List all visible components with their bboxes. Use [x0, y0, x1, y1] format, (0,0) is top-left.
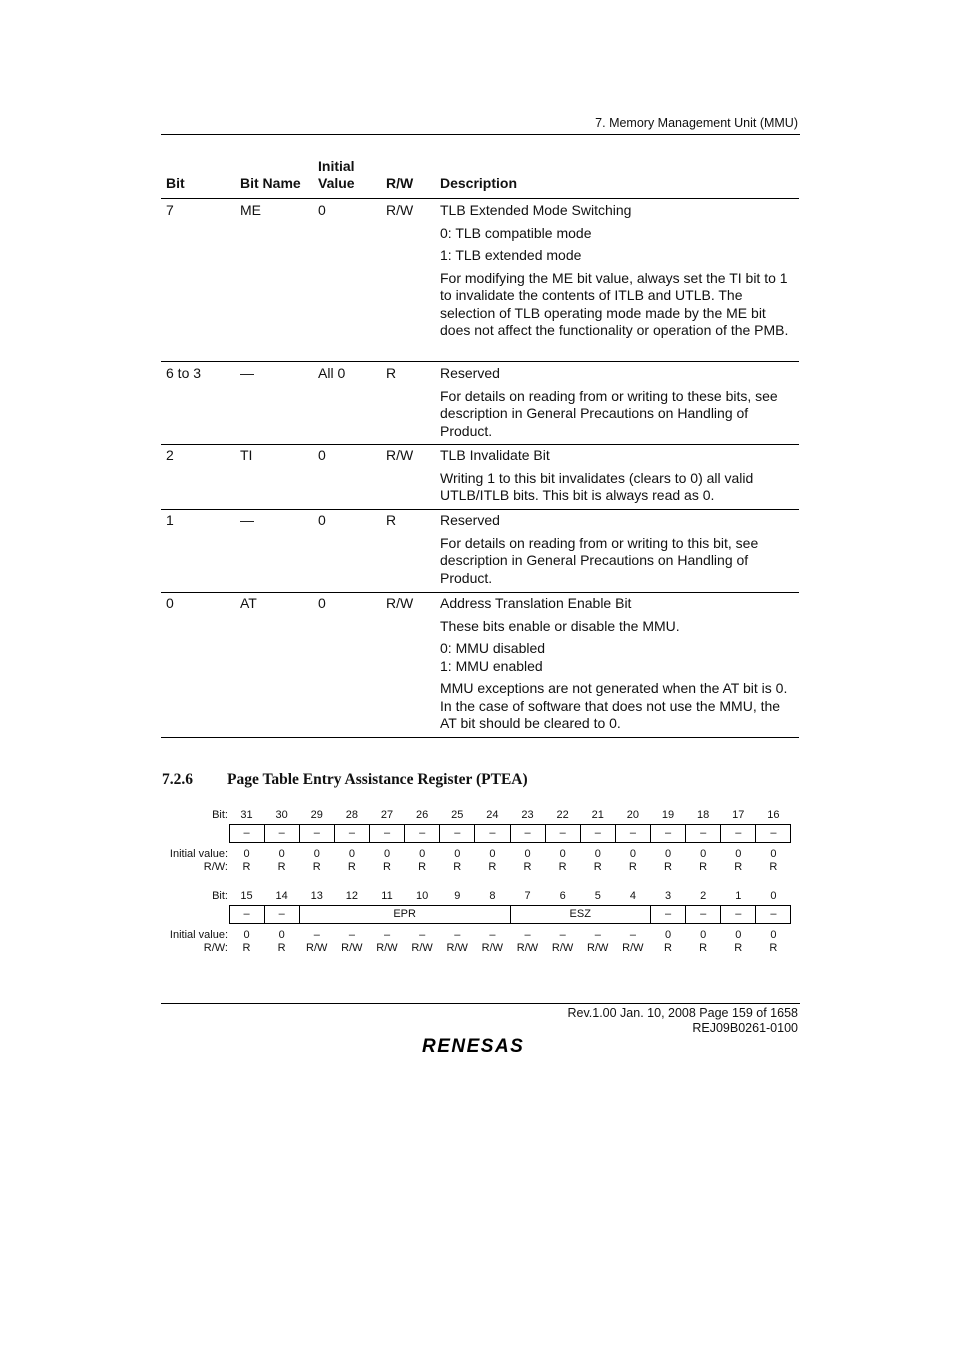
initial-value: – — [524, 929, 531, 941]
row-bit: 7 — [166, 202, 174, 218]
bit-number: 29 — [310, 809, 323, 821]
desc-line: 0: TLB compatible mode — [440, 224, 592, 241]
rw-value: R — [453, 861, 462, 873]
reserved-bit-field: – — [665, 908, 672, 920]
rw-value: R/W — [587, 942, 609, 954]
rw-value: R — [523, 861, 532, 873]
reserved-bit-field: – — [243, 908, 250, 920]
initial-value: 0 — [700, 848, 707, 860]
desc-title: Reserved — [440, 365, 500, 381]
rw-value: R — [593, 861, 602, 873]
initial-value: 0 — [770, 929, 777, 941]
rw-value: R/W — [516, 942, 539, 954]
row-rw: R — [386, 512, 397, 528]
rw-value: R — [277, 861, 286, 873]
bit-number: 1 — [735, 890, 742, 902]
desc-title: Address Translation Enable Bit — [440, 595, 632, 611]
col-initial-line2: Value — [318, 175, 355, 191]
initial-value: 0 — [243, 929, 250, 941]
bit-label: Bit: — [212, 809, 228, 821]
bit-number: 14 — [275, 890, 288, 902]
row-rw: R — [386, 365, 397, 381]
reserved-bit-field: – — [770, 827, 777, 839]
rw-label: R/W: — [203, 861, 228, 873]
row-bit-name: ME — [240, 202, 261, 218]
rw-value: R — [628, 861, 637, 873]
reserved-bit-field: – — [770, 908, 777, 920]
rw-value: R — [734, 942, 743, 954]
bit-number: 19 — [661, 809, 675, 821]
footer-revision: Rev.1.00 Jan. 10, 2008 Page 159 of 1658 — [567, 1006, 798, 1020]
desc-line: 0: MMU disabled — [440, 640, 546, 656]
initial-value: 0 — [735, 848, 742, 860]
initial-value: 0 — [735, 929, 742, 941]
bit-number: 27 — [380, 809, 394, 821]
footer-doc-number: REJ09B0261-0100 — [692, 1021, 798, 1035]
esz-field: ESZ — [569, 908, 591, 920]
rw-value: R — [418, 861, 427, 873]
desc-paragraph: For details on reading from or writing to this bit, see description in General Precautions on Handling of Product. — [440, 534, 759, 586]
reserved-bit-field: – — [700, 908, 707, 920]
initial-value: 0 — [489, 848, 496, 860]
row-bit-name: — — [240, 512, 254, 528]
rw-value: R — [347, 861, 356, 873]
renesas-logo — [422, 1031, 542, 1059]
rw-value: R/W — [376, 942, 398, 954]
rw-value: R — [242, 942, 251, 954]
desc-paragraph: MMU exceptions are not generated when the AT bit is 0. In the case of software that does not use the MMU, the AT bit should be cleared to 0. — [440, 680, 788, 731]
lower-register-box — [229, 905, 791, 924]
initial-value: – — [383, 929, 391, 941]
row-bit-name: — — [240, 365, 254, 381]
reserved-bit-field: – — [489, 827, 496, 839]
reserved-bit-field: – — [278, 827, 285, 839]
col-description: Description — [440, 175, 518, 191]
initial-value: – — [629, 929, 636, 941]
rw-value: R/W — [341, 942, 363, 954]
bit-number: 0 — [770, 890, 777, 902]
bit-number: 13 — [310, 890, 323, 902]
row-divider — [161, 444, 799, 445]
bit-number: 17 — [732, 809, 745, 821]
row-bit-name: AT — [240, 595, 257, 611]
rw-value: R — [699, 861, 708, 873]
row-bit: 1 — [166, 512, 174, 528]
rw-value: R — [734, 861, 743, 873]
rw-value: R — [664, 942, 672, 954]
rw-value: R/W — [306, 942, 328, 954]
row-bit: 0 — [166, 595, 174, 611]
reserved-bit-field: – — [419, 827, 426, 839]
initial-value: 0 — [278, 929, 285, 941]
row-initial: 0 — [318, 447, 326, 463]
row-rw: R/W — [386, 595, 414, 611]
reserved-bit-field: – — [559, 827, 566, 839]
desc-paragraph: Writing 1 to this bit invalidates (clears to 0) all valid UTLB/ITLB bits. This bit is always read as 0. — [440, 469, 754, 503]
desc-line: 1: MMU enabled — [440, 657, 543, 674]
bit-number: 5 — [594, 890, 601, 902]
table-header — [161, 160, 799, 198]
initial-value: 0 — [383, 848, 391, 860]
initial-value: 0 — [419, 848, 426, 860]
initial-value: – — [313, 929, 320, 941]
row-bit-name: TI — [240, 447, 253, 463]
rw-value: R/W — [446, 942, 468, 954]
col-bit-name: Bit Name — [240, 175, 301, 191]
bit-number: 24 — [486, 809, 499, 821]
desc-line: These bits enable or disable the MMU. — [440, 617, 680, 634]
section-title: Page Table Entry Assistance Register (PTEA) — [227, 771, 528, 788]
row-description — [440, 202, 792, 340]
rw-label: R/W: — [203, 942, 228, 954]
initial-value: 0 — [664, 929, 672, 941]
initial-value: 0 — [770, 848, 777, 860]
row-divider — [161, 592, 799, 593]
row-rw: R/W — [386, 202, 414, 218]
bit-number: 9 — [454, 890, 461, 902]
bit-number: 8 — [489, 890, 496, 902]
bit-number: 15 — [240, 890, 253, 902]
row-initial: 0 — [318, 512, 326, 528]
reserved-bit-field: – — [735, 908, 742, 920]
row-description — [440, 512, 792, 587]
bit-number: 10 — [416, 890, 429, 902]
desc-line: 1: TLB extended mode — [440, 247, 582, 263]
rw-value: R — [488, 861, 497, 873]
upper-register-box — [229, 824, 791, 843]
reserved-bit-field: – — [278, 908, 285, 920]
row-initial: 0 — [318, 595, 326, 611]
logo-text: RENESAS — [422, 1036, 525, 1057]
initial-value: 0 — [594, 848, 601, 860]
initial-value: 0 — [559, 848, 566, 860]
col-initial-value — [318, 158, 355, 192]
reserved-bit-field: – — [348, 827, 355, 839]
initial-value: – — [594, 929, 601, 941]
initial-value: – — [559, 929, 566, 941]
bit-number: 6 — [559, 890, 566, 902]
bit-label: Bit: — [212, 890, 228, 902]
initial-value: 0 — [629, 848, 636, 860]
rw-value: R — [769, 942, 778, 954]
row-divider — [161, 509, 799, 510]
reserved-bit-field: – — [594, 827, 601, 839]
row-bit: 6 to 3 — [166, 365, 202, 381]
reserved-bit-field: – — [629, 827, 636, 839]
initial-value: 0 — [664, 848, 672, 860]
initial-value: 0 — [243, 848, 250, 860]
rw-value: R — [383, 861, 391, 873]
row-description — [440, 595, 792, 733]
table-header-rule — [161, 198, 799, 199]
bit-number: 12 — [345, 890, 358, 902]
row-divider — [161, 361, 799, 362]
footer-rule — [161, 1003, 800, 1004]
rw-value: R — [312, 861, 321, 873]
row-rw: R/W — [386, 447, 414, 463]
bit-number: 25 — [451, 809, 464, 821]
bit-number: 26 — [416, 809, 429, 821]
initial-value: 0 — [313, 848, 320, 860]
rw-value: R — [558, 861, 567, 873]
bit-number: 28 — [345, 809, 358, 821]
epr-field: EPR — [393, 908, 416, 920]
col-rw: R/W — [386, 175, 414, 191]
rw-value: R — [277, 942, 286, 954]
row-bit: 2 — [166, 447, 174, 463]
initial-value-label: Initial value: — [169, 848, 228, 860]
col-initial-line1: Initial — [318, 158, 355, 174]
row-description — [440, 447, 792, 505]
bit-number: 20 — [626, 809, 639, 821]
bit-number: 18 — [697, 809, 710, 821]
bit-number: 21 — [591, 809, 604, 821]
running-header: 7. Memory Management Unit (MMU) — [595, 116, 798, 130]
bit-number: 3 — [664, 890, 672, 902]
initial-value: 0 — [524, 848, 531, 860]
reserved-bit-field: – — [524, 827, 531, 839]
rw-value: R/W — [551, 942, 574, 954]
initial-value: 0 — [700, 929, 707, 941]
section-heading — [162, 771, 528, 789]
bit-number: 7 — [524, 890, 531, 902]
rw-value: R — [664, 861, 672, 873]
desc-paragraph: For modifying the ME bit value, always set the TI bit to 1 to invalidate the contents of ITLB and UTLB. The selection of TLB operating mode made by the ME bit does not affect the functionality or operation of the PMB. — [440, 269, 789, 338]
reserved-bit-field: – — [735, 827, 742, 839]
reserved-bit-field: – — [313, 827, 320, 839]
initial-value: 0 — [348, 848, 355, 860]
rw-value: R/W — [622, 942, 644, 954]
initial-value: 0 — [454, 848, 461, 860]
initial-value: – — [348, 929, 355, 941]
reserved-bit-field: – — [384, 827, 391, 839]
reserved-bit-field: – — [665, 827, 672, 839]
reserved-bit-field: – — [454, 827, 461, 839]
rw-value: R/W — [481, 942, 504, 954]
table-bottom-rule — [161, 737, 799, 738]
bit-number: 11 — [381, 890, 393, 902]
initial-value: 0 — [278, 848, 285, 860]
bit-number: 23 — [521, 809, 534, 821]
initial-value: – — [419, 929, 426, 941]
bit-number: 31 — [240, 809, 253, 821]
reserved-bit-field: – — [700, 827, 707, 839]
initial-value: – — [489, 929, 496, 941]
rw-value: R/W — [411, 942, 433, 954]
bit-number: 30 — [275, 809, 288, 821]
rw-value: R — [242, 861, 251, 873]
rw-value: R — [699, 942, 708, 954]
section-number: 7.2.6 — [162, 771, 193, 788]
row-description — [440, 365, 792, 440]
desc-title: TLB Invalidate Bit — [440, 447, 550, 463]
header-rule — [161, 134, 800, 135]
desc-paragraph: For details on reading from or writing to these bits, see description in General Precautions on Handling of Product. — [440, 387, 778, 439]
bit-number: 4 — [629, 890, 636, 902]
reserved-bit-field: – — [243, 827, 250, 839]
bit-number: 22 — [556, 809, 569, 821]
initial-value-label: Initial value: — [169, 929, 228, 941]
bit-number: 2 — [700, 890, 707, 902]
col-bit: Bit — [166, 175, 185, 191]
row-initial: All 0 — [318, 365, 346, 381]
desc-title: Reserved — [440, 512, 500, 528]
bit-number: 16 — [767, 809, 780, 821]
row-initial: 0 — [318, 202, 326, 218]
desc-title: TLB Extended Mode Switching — [440, 202, 632, 218]
rw-value: R — [769, 861, 778, 873]
initial-value: – — [454, 929, 461, 941]
